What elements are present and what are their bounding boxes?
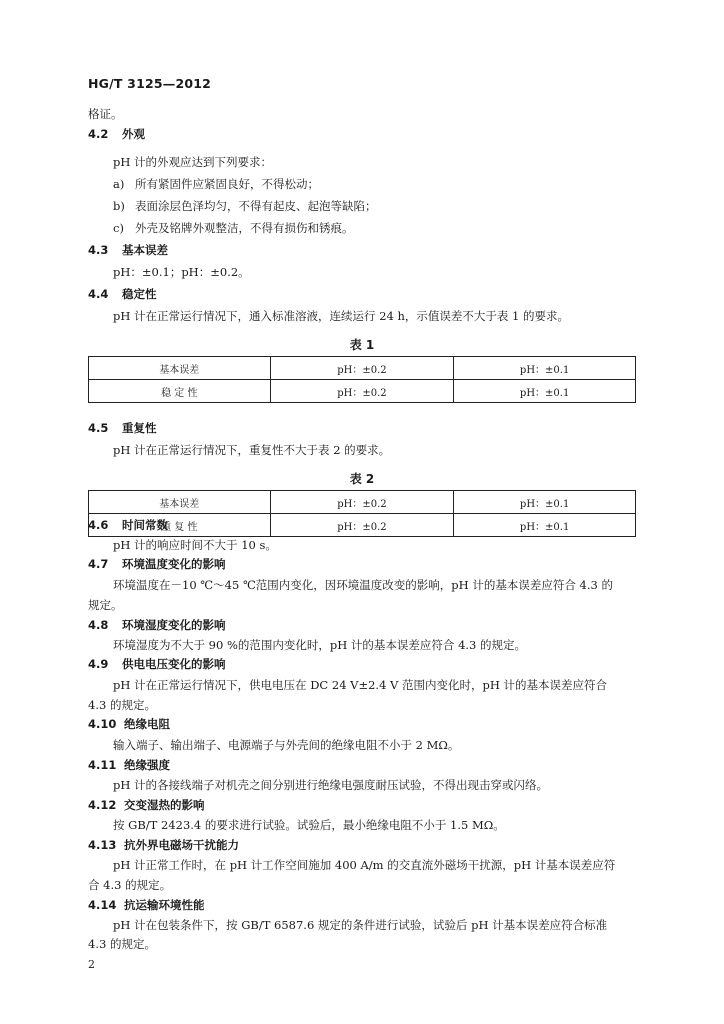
list-item (113, 220, 354, 236)
section-4-11-heading (88, 757, 170, 773)
list-item (113, 176, 319, 192)
section-4-7-heading (88, 556, 226, 572)
section-number: 4.2 (88, 127, 109, 141)
table-1 (88, 356, 636, 403)
section-4-12-heading (88, 797, 205, 813)
list-text: 所有紧固件应紧固良好，不得松动； (135, 177, 319, 191)
table-cell: pH：±0.1 (454, 380, 636, 403)
continuation-text: 格证。 (88, 107, 123, 121)
paragraph-continuation: 4.3 的规定。 (88, 937, 156, 951)
table-1-title: 表 1 (349, 338, 375, 352)
section-title: 抗运输环境性能 (124, 898, 205, 912)
list-marker: b) (113, 199, 125, 213)
table-cell: pH：±0.1 (454, 357, 636, 380)
standard-number: HG/T 3125—2012 (88, 76, 212, 91)
section-number: 4.12 (88, 798, 117, 812)
paragraph: pH 计的各接线端子对机壳之间分别进行绝缘电强度耐压试验，不得出现击穿或闪络。 (113, 778, 549, 792)
section-number: 4.6 (88, 518, 109, 532)
table-cell: pH：±0.2 (270, 380, 454, 403)
section-title: 绝缘电阻 (124, 717, 170, 731)
table-cell: pH：±0.1 (454, 514, 636, 537)
section-number: 4.7 (88, 557, 109, 571)
paragraph: pH 计在包装条件下，按 GB/T 6587.6 规定的条件进行试验，试验后 pH 计基本误差应符合标准 (113, 918, 608, 932)
table-2-title: 表 2 (349, 472, 375, 486)
section-number: 4.14 (88, 898, 117, 912)
table-cell: pH：±0.2 (270, 514, 454, 537)
table-cell: 基本误差 (89, 357, 271, 380)
section-4-3-heading (88, 242, 168, 258)
section-number: 4.11 (88, 758, 117, 772)
paragraph: pH 计的外观应达到下列要求： (113, 155, 273, 169)
table-2 (88, 490, 636, 537)
page-number: 2 (88, 958, 95, 971)
section-4-9-heading (88, 656, 226, 672)
section-number: 4.8 (88, 618, 109, 632)
section-title: 抗外界电磁场干扰能力 (124, 838, 239, 852)
table-row (89, 514, 636, 537)
section-title: 环境温度变化的影响 (122, 557, 226, 571)
table-cell: 基本误差 (89, 491, 271, 514)
section-title: 重复性 (122, 421, 157, 435)
section-4-5-heading (88, 420, 157, 436)
section-number: 4.10 (88, 717, 117, 731)
paragraph: 环境湿度为不大于 90 %的范围内变化时，pH 计的基本误差应符合 4.3 的规定。 (113, 638, 527, 652)
table-cell: 稳 定 性 (89, 380, 271, 403)
section-number: 4.3 (88, 243, 109, 257)
section-number: 4.5 (88, 421, 109, 435)
table-row (89, 491, 636, 514)
paragraph: 输入端子、输出端子、电源端子与外壳间的绝缘电阻不小于 2 MΩ。 (113, 738, 460, 752)
section-4-8-heading (88, 617, 226, 633)
paragraph-continuation: 规定。 (88, 598, 123, 612)
section-4-10-heading (88, 716, 170, 732)
list-item (113, 198, 377, 214)
table-row (89, 380, 636, 403)
paragraph: pH 计的响应时间不大于 10 s。 (113, 538, 277, 552)
section-number: 4.13 (88, 838, 117, 852)
section-title: 绝缘强度 (124, 758, 170, 772)
section-title: 稳定性 (122, 287, 157, 301)
section-4-6-heading (88, 517, 168, 533)
list-marker: c) (113, 221, 124, 235)
paragraph: 环境温度在－10 ℃～45 ℃范围内变化，因环境温度改变的影响，pH 计的基本误差应符合 4.3 的 (113, 578, 613, 592)
section-4-2-heading (88, 126, 145, 142)
table-row (89, 357, 636, 380)
section-number: 4.4 (88, 287, 109, 301)
paragraph: pH 计在正常运行情况下，通入标准溶液，连续运行 24 h，示值误差不大于表 1 的要求。 (113, 309, 570, 323)
paragraph-continuation: 合 4.3 的规定。 (88, 878, 172, 892)
paragraph: pH 计在正常运行情况下，供电电压在 DC 24 V±2.4 V 范围内变化时，pH 计的基本误差应符合 (113, 678, 608, 692)
section-4-4-heading (88, 286, 157, 302)
table-cell: pH：±0.1 (454, 491, 636, 514)
section-title: 基本误差 (122, 243, 168, 257)
paragraph: 按 GB/T 2423.4 的要求进行试验。试验后，最小绝缘电阻不小于 1.5 MΩ。 (113, 818, 505, 832)
section-4-13-heading (88, 837, 239, 853)
table-cell: 重 复 性 (89, 514, 271, 537)
section-number: 4.9 (88, 657, 109, 671)
table-cell: pH：±0.2 (270, 357, 454, 380)
paragraph: pH 计在正常运行情况下，重复性不大于表 2 的要求。 (113, 443, 391, 457)
section-title: 交变湿热的影响 (124, 798, 205, 812)
paragraph: pH 计正常工作时，在 pH 计工作空间施加 400 A/m 的交直流外磁场干扰源，pH 计基本误差应符 (113, 858, 616, 872)
section-4-14-heading (88, 897, 205, 913)
section-title: 环境湿度变化的影响 (122, 618, 226, 632)
list-marker: a) (113, 177, 125, 191)
list-text: 外壳及铭牌外观整洁，不得有损伤和锈痕。 (135, 221, 354, 235)
list-text: 表面涂层色泽均匀，不得有起皮、起泡等缺陷； (135, 199, 377, 213)
section-title: 外观 (122, 127, 145, 141)
paragraph-continuation: 4.3 的规定。 (88, 698, 156, 712)
section-title: 时间常数 (122, 518, 168, 532)
section-title: 供电电压变化的影响 (122, 657, 226, 671)
paragraph: pH：±0.1；pH：±0.2。 (113, 265, 250, 279)
table-cell: pH：±0.2 (270, 491, 454, 514)
